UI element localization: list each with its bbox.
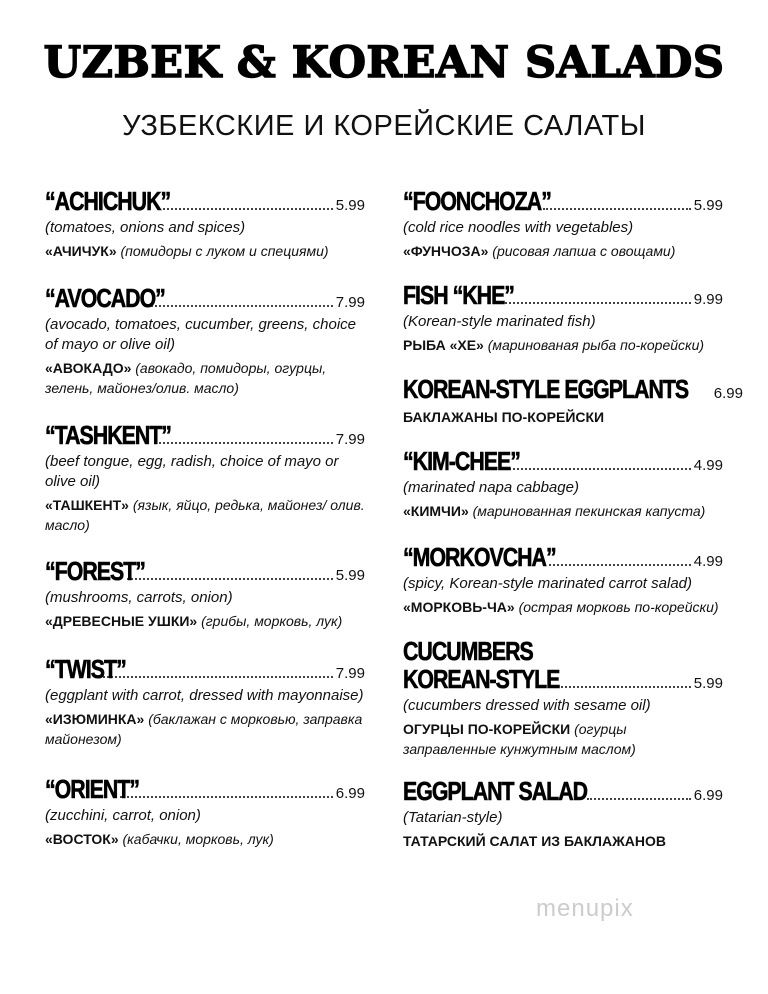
item-russian: [403, 241, 723, 261]
item-russian-description: (авокадо, помидоры, огурцы, зелень, майонез/олив. масло): [45, 360, 327, 396]
dot-leader: [103, 676, 332, 678]
item-russian-description: (огурцы заправленные кунжутным маслом): [403, 721, 636, 757]
item-price: 5.99: [335, 197, 365, 214]
item-name: “FOREST”: [45, 556, 145, 586]
watermark-logo: menupix: [536, 895, 634, 922]
item-price: 9.99: [693, 291, 723, 308]
item-russian-description: (острая морковь по-корейски): [514, 599, 719, 615]
item-russian: [45, 709, 365, 749]
item-description: (spicy, Korean-style marinated carrot salad): [403, 575, 692, 592]
item-name: “TWIST”: [45, 654, 126, 684]
dot-leader: [587, 798, 690, 800]
item-name: KOREAN-STYLE: [403, 664, 560, 694]
item-name: “AVOCADO”: [45, 283, 165, 313]
item-price: 6.99: [713, 385, 743, 402]
item-name: “ORIENT”: [45, 774, 139, 804]
item-russian-description: (маринованая рыба по-корейски): [483, 337, 705, 353]
item-price: 7.99: [335, 294, 365, 311]
item-description: (beef tongue, egg, radish, choice of mayo or olive oil): [45, 453, 339, 490]
item-russian: [45, 611, 365, 631]
item-russian-name: «ТАШКЕНТ»: [45, 497, 129, 513]
menu-item: [403, 186, 723, 261]
dot-leader: [151, 305, 333, 307]
dot-leader: [506, 468, 691, 470]
item-russian-name: РЫБА «ХЕ»: [403, 337, 484, 353]
item-name: “KIM-CHEE”: [403, 446, 520, 476]
item-price: 4.99: [693, 553, 723, 570]
item-name-line1: CUCUMBERS: [403, 636, 533, 666]
menu-item: [45, 186, 365, 261]
item-price: 5.99: [693, 197, 723, 214]
item-name: FISH “KHE”: [403, 280, 514, 310]
dot-leader: [543, 208, 690, 210]
item-russian-name: «МОРКОВЬ-ЧА»: [403, 599, 515, 615]
item-name: “TASHKENT”: [45, 420, 171, 450]
item-russian-name: ТАТАРСКИЙ САЛАТ ИЗ БАКЛАЖАНОВ: [403, 833, 666, 849]
item-name: “ACHICHUK”: [45, 186, 171, 216]
menu-item: [403, 542, 723, 617]
item-description: (Tatarian-style): [403, 809, 503, 826]
item-description: (avocado, tomatoes, cucumber, greens, choice of mayo or olive oil): [45, 316, 357, 353]
dot-leader: [554, 686, 691, 688]
item-russian: [45, 829, 365, 849]
item-name: EGGPLANT SALAD: [403, 776, 588, 806]
item-russian-description: (помидоры с луком и специями): [116, 243, 329, 259]
dot-leader: [159, 442, 333, 444]
item-description: (marinated napa cabbage): [403, 479, 579, 496]
menu-item: [45, 774, 365, 849]
menu-item: [45, 556, 365, 631]
dot-leader: [549, 564, 691, 566]
menu-item: [403, 636, 723, 759]
menu-item: [403, 776, 723, 851]
item-name: “FOONCHOZA”: [403, 186, 551, 216]
item-russian: [403, 335, 723, 355]
item-russian-name: ОГУРЦЫ ПО-КОРЕЙСКИ: [403, 721, 571, 737]
item-russian-name: «АЧИЧУК»: [45, 243, 117, 259]
dot-leader: [498, 302, 690, 304]
menu-item: [45, 654, 365, 749]
item-russian: [403, 597, 723, 617]
item-description: (zucchini, carrot, onion): [45, 807, 201, 824]
item-price: 4.99: [693, 457, 723, 474]
menu-item: [45, 283, 365, 398]
item-price: 6.99: [335, 785, 365, 802]
item-russian-name: «КИМЧИ»: [403, 503, 469, 519]
item-russian-description: (грибы, морковь, лук): [197, 613, 343, 629]
item-name: “MORKOVCHA”: [403, 542, 556, 572]
item-russian: [45, 241, 365, 261]
item-description: (eggplant with carrot, dressed with mayonnaise): [45, 687, 364, 704]
item-price: 6.99: [693, 787, 723, 804]
item-russian-name: «ДРЕВЕСНЫЕ УШКИ»: [45, 613, 198, 629]
item-description: (tomatoes, onions and spices): [45, 219, 246, 236]
item-description: (Korean-style marinated fish): [403, 313, 596, 330]
item-russian-description: (рисовая лапша с овощами): [488, 243, 676, 259]
menu-item: [45, 420, 365, 535]
item-russian: [403, 407, 723, 427]
item-price: 7.99: [335, 431, 365, 448]
item-description: (cucumbers dressed with sesame oil): [403, 697, 651, 714]
item-russian: [403, 831, 723, 851]
item-russian-name: «ИЗЮМИНКА»: [45, 711, 145, 727]
item-price: 5.99: [693, 675, 723, 692]
item-russian-description: (маринованная пекинская капуста): [468, 503, 706, 519]
item-russian-name: «ВОСТОК»: [45, 831, 119, 847]
item-price: 5.99: [335, 567, 365, 584]
menu-subtitle: УЗБЕКСКИЕ И КОРЕЙСКИЕ САЛАТЫ: [122, 110, 646, 142]
item-name: KOREAN-STYLE EGGPLANTS: [403, 374, 689, 404]
item-russian-description: (баклажан с морковью, заправка майонезом): [45, 711, 363, 747]
item-russian: [45, 495, 365, 535]
menu-item: [403, 280, 723, 355]
item-russian-name: «ФУНЧОЗА»: [403, 243, 489, 259]
item-russian: [403, 501, 723, 521]
menu-item: [403, 374, 743, 427]
dot-leader: [127, 578, 333, 580]
dot-leader: [120, 796, 333, 798]
item-russian: [403, 719, 723, 759]
item-russian-description: (язык, яйцо, редька, майонез/ олив. масло): [45, 497, 365, 533]
item-russian-name: «АВОКАДО»: [45, 360, 132, 376]
item-price: 7.99: [335, 665, 365, 682]
item-russian-name: БАКЛАЖАНЫ ПО-КОРЕЙСКИ: [403, 409, 605, 425]
menu-title: UZBEK & KOREAN SALADS: [43, 38, 725, 88]
dot-leader: [158, 208, 333, 210]
item-description: (cold rice noodles with vegetables): [403, 219, 634, 236]
menu-item: [403, 446, 723, 521]
item-russian-description: (кабачки, морковь, лук): [118, 831, 274, 847]
item-description: (mushrooms, carrots, onion): [45, 589, 233, 606]
item-russian: [45, 358, 365, 398]
